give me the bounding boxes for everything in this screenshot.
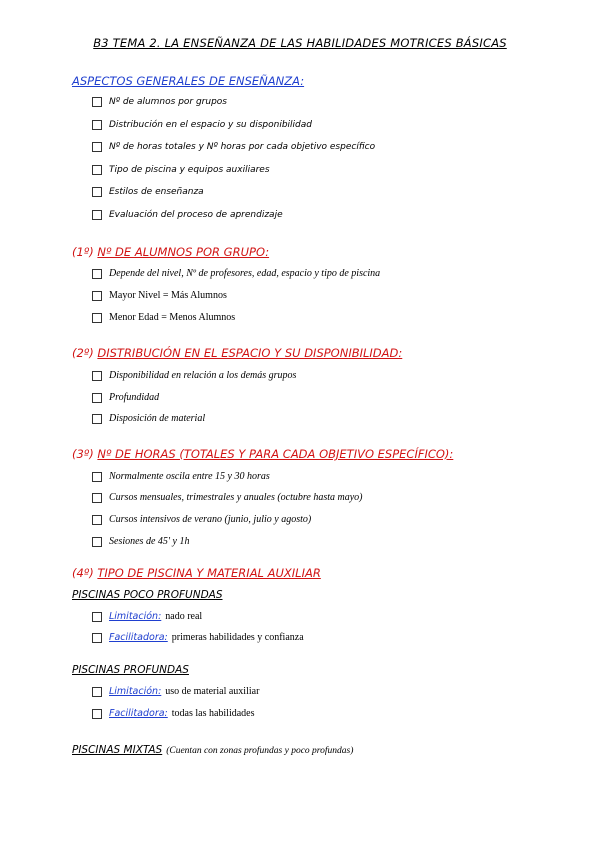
checkbox-icon [92,537,102,547]
limitacion-label: Limitación: [109,611,162,622]
list-item [92,492,363,503]
list-item [92,392,159,403]
list-item [92,165,270,175]
checkbox-icon [92,210,102,220]
mixtas-heading: PISCINAS MIXTAS [72,744,163,756]
facilitadora-label: Facilitadora: [109,632,168,643]
checkbox-icon [92,187,102,197]
list-item-text: Estilos de enseñanza [109,187,204,197]
list-item [92,370,296,381]
mixtas-note: (Cuentan con zonas profundas y poco profundas) [166,746,354,756]
section-4-heading [72,566,321,580]
list-item-text: Evaluación del proceso de aprendizaje [109,210,283,220]
list-item-text: Nº de alumnos por grupos [109,97,227,107]
checkbox-icon [92,633,102,643]
list-item [92,413,205,424]
list-item-text: Normalmente oscila entre 15 y 30 horas [109,471,270,482]
list-item-text: Tipo de piscina y equipos auxiliares [109,165,270,175]
list-item-text: Profundidad [109,392,160,403]
list-item [92,290,227,301]
section-number: (3º) [72,447,94,461]
checkbox-icon [92,414,102,424]
list-item [92,120,312,130]
list-item-text: Disponibilidad en relación a los demás grupos [109,370,297,381]
poco-profundas-heading: PISCINAS POCO PROFUNDAS [72,589,223,601]
checkbox-icon [92,393,102,403]
list-item-text: Disposición de material [109,413,206,424]
checkbox-icon [92,269,102,279]
list-item-text: todas las habilidades [171,708,255,719]
checkbox-icon [92,142,102,152]
list-item [92,268,380,279]
list-item [92,142,375,152]
list-item [92,210,283,220]
list-item [92,632,304,643]
checkbox-icon [92,291,102,301]
section-3-heading [72,447,453,461]
list-item [92,97,227,107]
list-item [92,536,189,547]
checkbox-icon [92,687,102,697]
checkbox-icon [92,472,102,482]
checkbox-icon [92,313,102,323]
section-number: (2º) [72,346,94,360]
section-1-heading [72,245,269,259]
checkbox-icon [92,515,102,525]
list-item-text: Distribución en el espacio y su disponibilidad [109,120,312,130]
list-item-text: Sesiones de 45' y 1h [109,536,190,547]
facilitadora-label: Facilitadora: [109,708,168,719]
section-title: Nº DE HORAS (TOTALES Y PARA CADA OBJETIVO ESPECÍFICO): [97,447,454,461]
list-item-text: nado real [165,611,203,622]
checkbox-icon [92,165,102,175]
list-item-text: Cursos intensivos de verano (junio, julio y agosto) [109,514,312,525]
checkbox-icon [92,612,102,622]
limitacion-label: Limitación: [109,686,162,697]
profundas-heading: PISCINAS PROFUNDAS [72,664,189,676]
list-item [92,708,255,719]
document-title: B3 TEMA 2. LA ENSEÑANZA DE LAS HABILIDADES MOTRICES BÁSICAS [93,36,507,50]
checkbox-icon [92,97,102,107]
list-item [92,187,204,197]
section-title: DISTRIBUCIÓN EN EL ESPACIO Y SU DISPONIBILIDAD: [97,346,403,360]
checkbox-icon [92,371,102,381]
section-2-heading [72,346,402,360]
checkbox-icon [92,120,102,130]
section-title: Nº DE ALUMNOS POR GRUPO: [97,245,270,259]
list-item-text: Nº de horas totales y Nº horas por cada objetivo específico [109,142,376,152]
list-item-text: Depende del nivel, Nº de profesores, edad, espacio y tipo de piscina [109,268,381,279]
list-item-text: Cursos mensuales, trimestrales y anuales (octubre hasta mayo) [109,492,363,503]
section-number: (4º) [72,566,94,580]
list-item-text: primeras habilidades y confianza [171,632,304,643]
list-item [92,611,202,622]
list-item-text: Menor Edad = Menos Alumnos [109,312,236,323]
list-item [92,686,259,697]
list-item-text: Mayor Nivel = Más Alumnos [109,290,227,301]
list-item [92,471,270,482]
section-number: (1º) [72,245,94,259]
list-item [92,312,235,323]
aspectos-heading: ASPECTOS GENERALES DE ENSEÑANZA: [72,74,305,88]
list-item [92,514,311,525]
checkbox-icon [92,493,102,503]
checkbox-icon [92,709,102,719]
list-item-text: uso de material auxiliar [165,686,260,697]
section-title: TIPO DE PISCINA Y MATERIAL AUXILIAR [97,566,321,580]
mixtas-line [72,740,353,758]
